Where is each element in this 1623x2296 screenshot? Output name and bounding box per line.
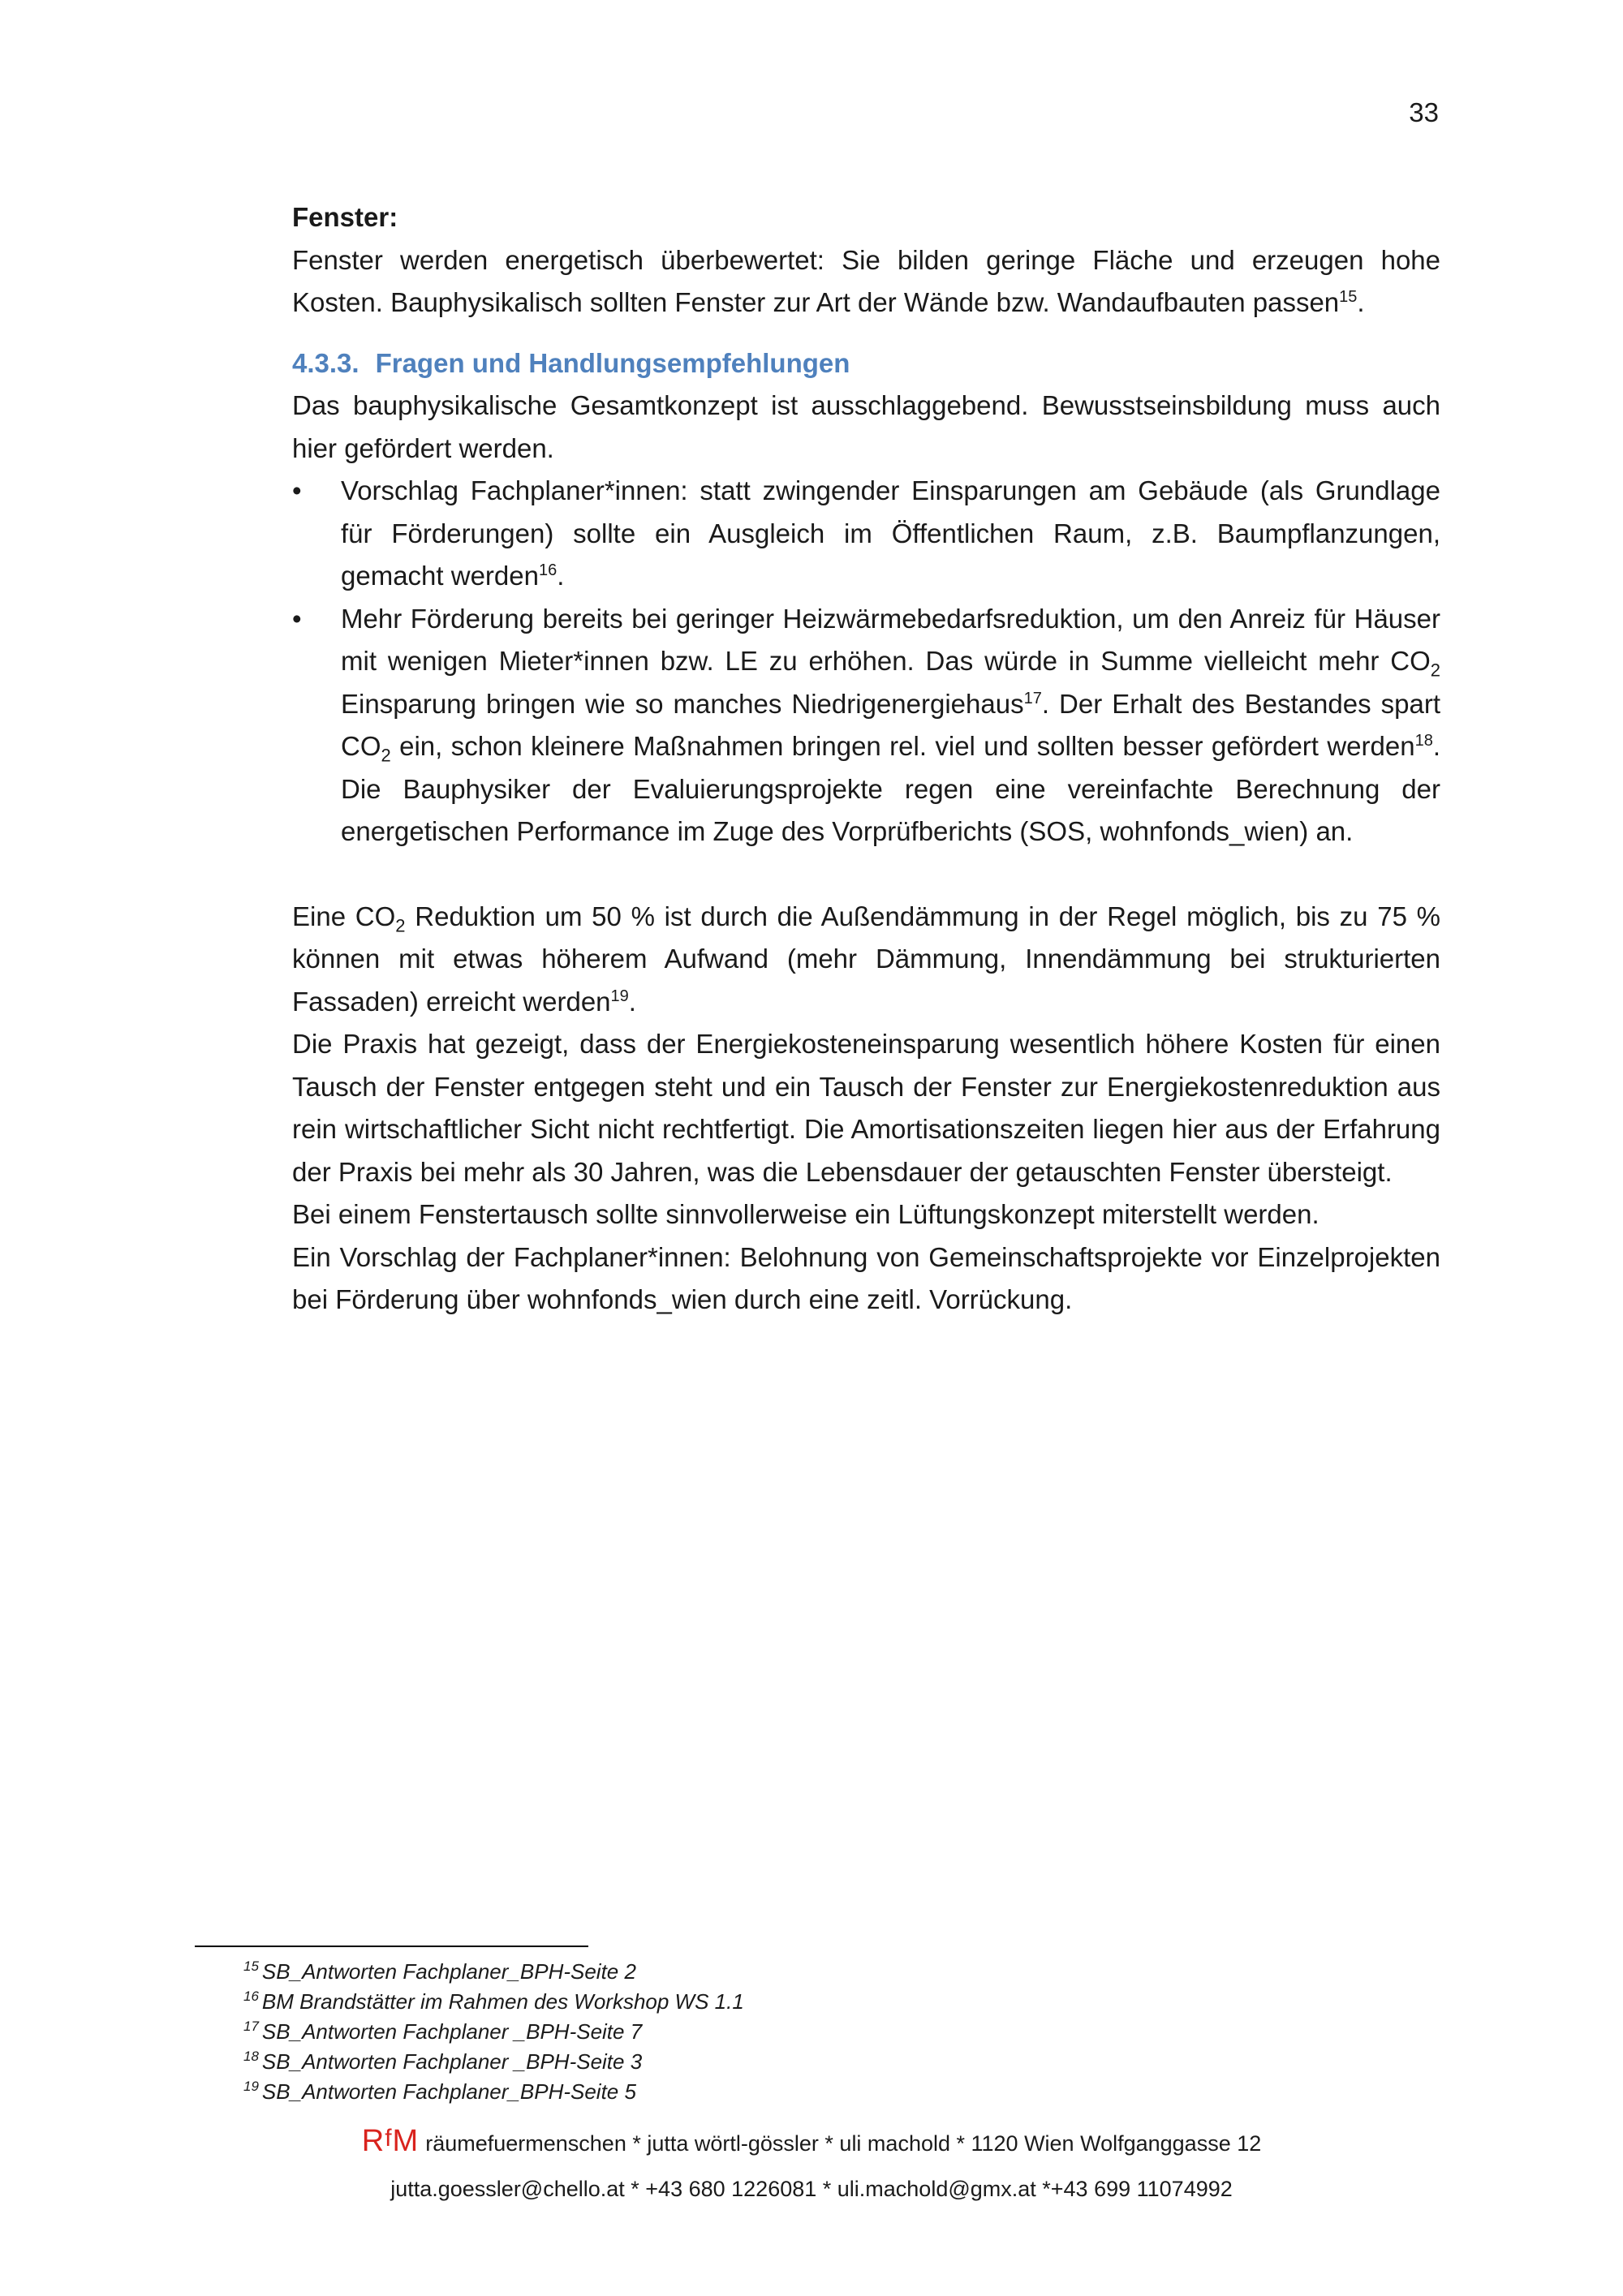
page-number: 33 bbox=[1409, 97, 1439, 127]
footnote-number: 19 bbox=[243, 2079, 259, 2095]
footnotes bbox=[243, 1957, 744, 2107]
footnote-separator bbox=[195, 1946, 588, 1947]
vorschlag-paragraph: Ein Vorschlag der Fachplaner*innen: Belohnung von Gemeinschaftsprojekte vor Einzelprojekten bei Förderung über wohnfonds_wien durch eine zeitl. Vorrückung. bbox=[292, 1241, 1440, 1314]
footer-address: räumefuermenschen * jutta wörtl-gössler * uli machold * 1120 Wien Wolfganggasse 12 bbox=[425, 2131, 1262, 2156]
lueftung-paragraph: Bei einem Fenstertausch sollte sinnvollerweise ein Lüftungskonzept miterstellt werden. bbox=[292, 1199, 1319, 1229]
footnote-text: SB_Antworten Fachplaner_BPH-Seite 2 bbox=[261, 1959, 636, 1984]
footnote-ref-19[interactable]: 19 bbox=[610, 987, 629, 1005]
section-intro: Das bauphysikalische Gesamtkonzept ist ausschlaggebend. Bewusstseinsbildung muss auch hier gefördert werden. bbox=[292, 390, 1440, 463]
fenster-heading: Fenster: bbox=[292, 202, 398, 232]
footnote-text: BM Brandstätter im Rahmen des Workshop WS 1.1 bbox=[261, 1989, 744, 2014]
logo-letter-f: f bbox=[385, 2125, 393, 2152]
fenster-paragraph bbox=[292, 239, 1440, 325]
bullet2-text-5: . Die Bauphysiker der Evaluierungsprojekte regen eine vereinfachte Berechnung der energetischen Performance im Zuge des Vorprüfberichts (SOS, wohnfonds_wien) an. bbox=[341, 731, 1440, 846]
section-number: 4.3.3. bbox=[292, 347, 359, 378]
bullet2-text-4: ein, schon kleinere Maßnahmen bringen rel. viel und sollten besser gefördert werden bbox=[390, 731, 1415, 761]
recommendation-list bbox=[292, 470, 1440, 853]
body-content bbox=[292, 196, 1440, 1322]
footer-address-line bbox=[0, 2124, 1623, 2159]
logo-letter-r: R bbox=[361, 2124, 385, 2158]
footnote-ref-18[interactable]: 18 bbox=[1414, 732, 1433, 750]
section-title: Fragen und Handlungsempfehlungen bbox=[375, 347, 850, 378]
footnote-ref-15[interactable]: 15 bbox=[1339, 288, 1358, 306]
rfm-logo bbox=[362, 2124, 419, 2158]
list-item bbox=[292, 598, 1440, 853]
bullet-icon: • bbox=[292, 603, 302, 634]
footnote bbox=[243, 1957, 744, 1987]
logo-letter-m: M bbox=[392, 2124, 420, 2158]
footnote-text: SB_Antworten Fachplaner_BPH-Seite 5 bbox=[261, 2079, 636, 2104]
co2-subscript: 2 bbox=[395, 915, 406, 936]
bullet2-text-3: . Der Erhalt des Bestandes spart CO bbox=[341, 688, 1440, 761]
co2-subscript: 2 bbox=[1430, 660, 1440, 681]
paragraph-spacer bbox=[292, 853, 1440, 896]
footnote-ref-16[interactable]: 16 bbox=[538, 561, 558, 579]
list-item bbox=[292, 470, 1440, 598]
footnote bbox=[243, 2077, 744, 2107]
co2-paragraph bbox=[292, 896, 1440, 1024]
footnote bbox=[243, 1987, 744, 2017]
bullet2-text-1: Mehr Förderung bereits bei geringer Heizwärmebedarfsreduktion, um den Anreiz für Häuser mit wenigen Mieter*innen bzw. LE zu erhöhen. Das würde in Summe vielleicht mehr CO bbox=[341, 603, 1440, 676]
footnote-ref-17[interactable]: 17 bbox=[1023, 689, 1042, 707]
footer-contact: jutta.goessler@chello.at * +43 680 1226081 * uli.machold@gmx.at *+43 699 11074992 bbox=[390, 2177, 1233, 2201]
footnote-number: 17 bbox=[243, 2019, 259, 2035]
footnote-number: 16 bbox=[243, 1989, 259, 2005]
page-footer bbox=[0, 2124, 1623, 2202]
co2-text-2: Reduktion um 50 % ist durch die Außendämmung in der Regel möglich, bis zu 75 % können mit etwas höherem Aufwand (mehr Dämmung, Innendämmung bei strukturierten Fassaden) erreicht werden bbox=[292, 901, 1440, 1017]
footnote-number: 15 bbox=[243, 1958, 259, 1975]
co2-text-1: Eine CO bbox=[292, 901, 396, 931]
footnote-text: SB_Antworten Fachplaner _BPH-Seite 7 bbox=[261, 2019, 643, 2044]
footnote-number: 18 bbox=[243, 2049, 259, 2065]
fenster-text: Fenster werden energetisch überbewertet: Sie bilden geringe Fläche und erzeugen hohe Kosten. Bauphysikalisch sollten Fenster zur Art der Wände bzw. Wandaufbauten passen bbox=[292, 244, 1440, 317]
footnote bbox=[243, 2017, 744, 2047]
praxis-paragraph: Die Praxis hat gezeigt, dass der Energiekosteneinsparung wesentlich höhere Kosten für einen Tausch der Fenster entgegen steht und ein Tausch der Fenster zur Energiekostenreduktion aus rein wirtschaftlicher Sicht nicht rechtfertigt. Die Amortisationszeiten liegen hier aus der Erfahrung der Praxis bei mehr als 30 Jahren, was die Lebensdauer der getauschten Fenster übersteigt. bbox=[292, 1029, 1440, 1187]
bullet-icon: • bbox=[292, 475, 302, 505]
fenster-text-end: . bbox=[1357, 287, 1365, 317]
co2-subscript: 2 bbox=[381, 745, 391, 766]
footnote-text: SB_Antworten Fachplaner _BPH-Seite 3 bbox=[261, 2049, 643, 2074]
footnote bbox=[243, 2047, 744, 2077]
co2-text-3: . bbox=[628, 986, 636, 1017]
bullet2-text-2: Einsparung bringen wie so manches Niedrigenergiehaus bbox=[341, 688, 1024, 719]
bullet1-text-end: . bbox=[557, 561, 565, 591]
bullet1-text: Vorschlag Fachplaner*innen: statt zwingender Einsparungen am Gebäude (als Grundlage für Förderungen) sollte ein Ausgleich im Öffentlichen Raum, z.B. Baumpflanzungen, gemacht werden bbox=[341, 475, 1440, 591]
section-heading bbox=[292, 342, 1440, 385]
